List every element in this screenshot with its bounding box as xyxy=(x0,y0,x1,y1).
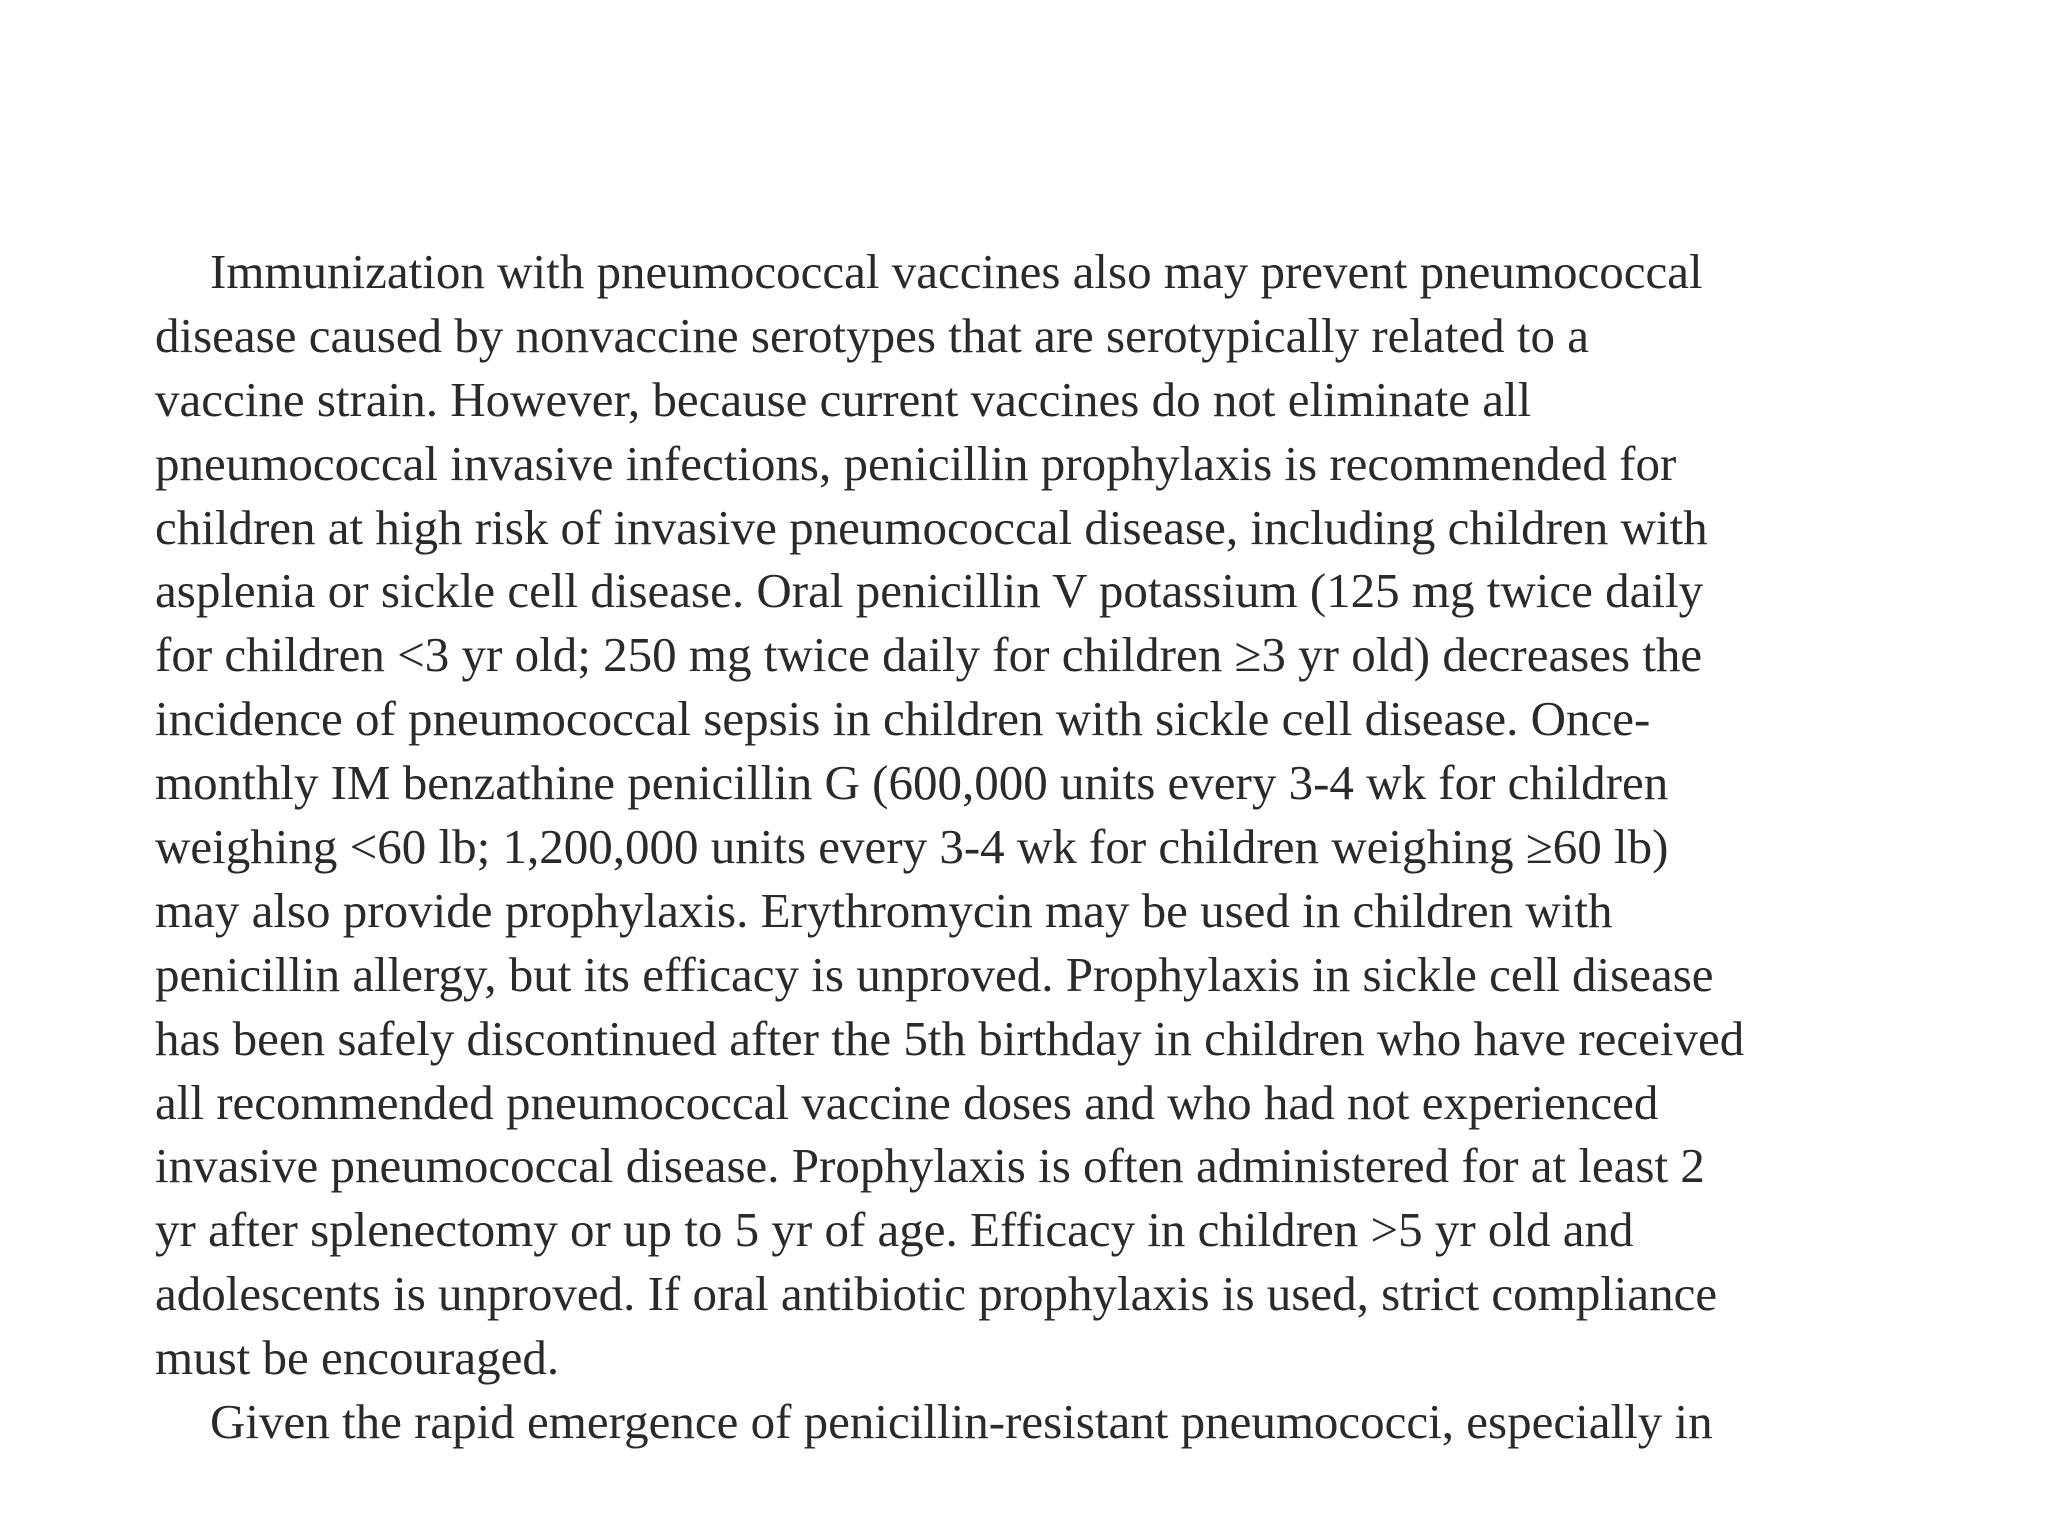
text-line: may also provide prophylaxis. Erythromycin may be used in children with xyxy=(155,882,1613,938)
text-line: vaccine strain. However, because current vaccines do not eliminate all xyxy=(155,371,1532,427)
text-line: has been safely discontinued after the 5th birthday in children who have received xyxy=(155,1010,1745,1066)
text-line: asplenia or sickle cell disease. Oral penicillin V potassium (125 mg twice daily xyxy=(155,563,1704,619)
text-line: all recommended pneumococcal vaccine doses and who had not experienced xyxy=(155,1074,1659,1130)
text-line: weighing <60 lb; 1,200,000 units every 3-4 wk for children weighing ≥60 lb) xyxy=(155,819,1669,875)
text-line: children at high risk of invasive pneumococcal disease, including children with xyxy=(155,499,1708,555)
text-line: must be encouraged. xyxy=(155,1330,560,1386)
text-line: pneumococcal invasive infections, penicillin prophylaxis is recommended for xyxy=(155,435,1677,491)
text-line: yr after splenectomy or up to 5 yr of age. Efficacy in children >5 yr old and xyxy=(155,1202,1634,1258)
text-line-partial: Given the rapid emergence of penicillin-resistant pneumococci, especially in xyxy=(210,1394,1713,1450)
text-line: invasive pneumococcal disease. Prophylaxis is often administered for at least 2 xyxy=(155,1138,1705,1194)
text-line: penicillin allergy, but its efficacy is unproved. Prophylaxis in sickle cell disease xyxy=(155,946,1714,1002)
text-line: for children <3 yr old; 250 mg twice daily for children ≥3 yr old) decreases the xyxy=(155,627,1703,683)
text-line: disease caused by nonvaccine serotypes that are serotypically related to a xyxy=(155,307,1590,363)
text-line: adolescents is unproved. If oral antibiotic prophylaxis is used, strict compliance xyxy=(155,1266,1718,1322)
paragraph-text xyxy=(155,240,1915,1450)
text-line: monthly IM benzathine penicillin G (600,000 units every 3-4 wk for children xyxy=(155,755,1669,811)
text-line: Immunization with pneumococcal vaccines also may prevent pneumococcal xyxy=(210,244,1703,299)
text-line: incidence of pneumococcal sepsis in children with sickle cell disease. Once- xyxy=(155,691,1651,747)
